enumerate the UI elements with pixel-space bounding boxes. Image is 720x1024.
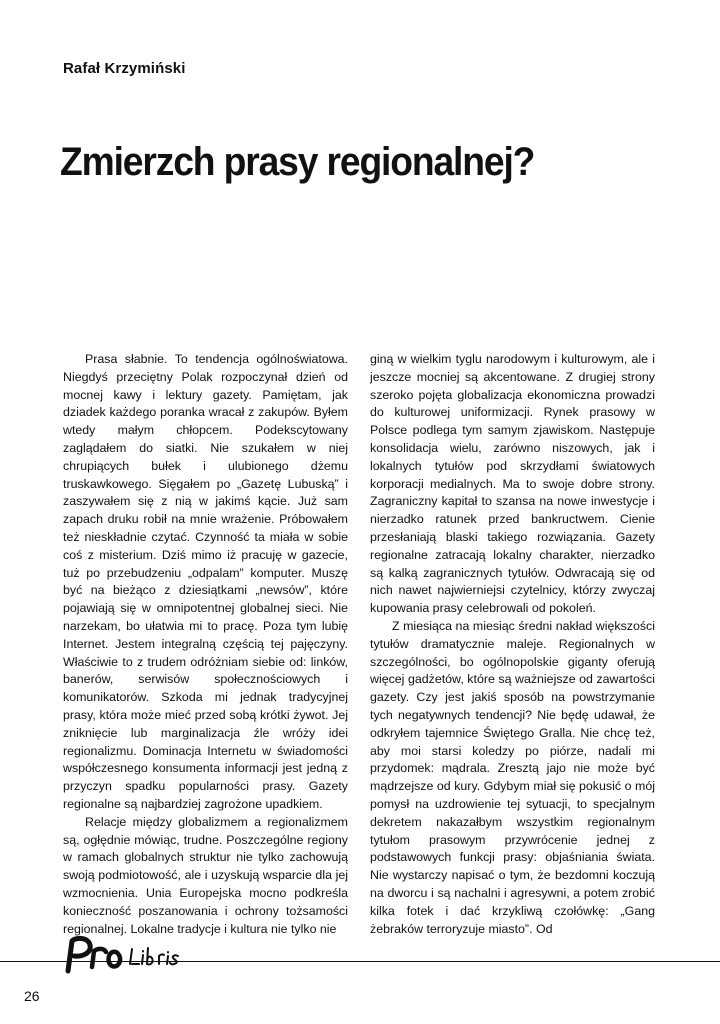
author-name: Rafał Krzymiński bbox=[63, 60, 186, 77]
paragraph: Prasa słabnie. To tendencja ogólnoświatowa. Niegdyś przeciętny Polak rozpoczynał dzień od mocnej kawy i lektury gazety. Pamiętam, jak dziadek każdego poranka wracał z zakupów. Byłem wtedy małym chłopcem. Podekscytowany zaglądałem do siatki. Nie szukałem w niej chrupiących bułek i ulubionego dżemu truskawkowego. Sięgałem po „Gazetę Lubuską” i zaszywałem się z nią w jakimś kącie. Już sam zapach druku robił na mnie wrażenie. Próbowałem też nieskładnie czytać. Czynność ta miała w sobie coś z misterium. Dziś mimo iż pracuję w gazecie, tuż po przebudzeniu „odpalam” komputer. Muszę być na bieżąco z dziesiątkami „newsów”, które pojawiają się w omnipotentnej globalnej sieci. Nie narzekam, bo ułatwia mi to pracę. Poza tym lubię Internet. Jestem integralną częścią tej pajęczyny. Właściwie to z trudem odróżniam siebie od: linków, banerów, serwisów społecznościowych i komunikatorów. Szkoda mi jednak tradycyjnej prasy, która może mieć przed sobą krótki żywot. Jej zniknięcie lub marginalizacja źle wróży idei regionalizmu. Dominacja Internetu w świadomości współczesnego konsumenta informacji jest jedną z przyczyn spadku popularności prasy. Gazety regionalne są najbardziej zagrożone upadkiem. bbox=[63, 352, 348, 811]
pro-libris-logo bbox=[62, 935, 192, 977]
paragraph: giną w wielkim tyglu narodowym i kulturowym, ale i jeszcze mocniej są akcentowane. Z drugiej strony szeroko pojęta globalizacja ekonomiczna prowadzi do kulturowej uniformizacji. Rynek prasowy w Polsce podlega tym samym zjawiskom. Następuje konsolidacja wielu, zarówno niszowych, jak i lokalnych tytułów pod skrzydłami światowych korporacji medialnych. Ma to swoje dobre strony. Zagraniczny kapitał to szansa na nowe inwestycje i nierzadko ratunek przed bankructwem. Cienie przesłaniają blaski takiego rozwiązania. Gazety regionalne zatracają lokalny charakter, nierzadko są kalką zagranicznych tytułów. Odwracają się od nich nawet najwierniejsi czytelnicy, którzy zwyczaj kupowania prasy celebrowali od pokoleń. bbox=[370, 352, 655, 616]
paragraph: Relacje między globalizmem a regionalizmem są, ogłędnie mówiąc, trudne. Poszczególne regiony w ramach globalnych struktur nie tylko zachowują swoją podmiotowość, ale i uzyskują wsparcie dla jej wzmocnienia. Unia Europejska mocno podkreśla konieczność poszanowania i ochrony tożsamości regionalnej. Lokalne tradycje i kultura nie tylko nie bbox=[63, 814, 348, 936]
article-title: Zmierzch prasy regionalnej? bbox=[60, 140, 535, 184]
footer-divider bbox=[0, 961, 720, 962]
article-column-left bbox=[63, 351, 348, 938]
page-number: 26 bbox=[24, 988, 40, 1004]
paragraph: Z miesiąca na miesiąc średni nakład większości tytułów dramatycznie maleje. Regionalnych w szczególności, bo ogólnopolskie giganty oferują więcej gadżetów, które są ważniejsze od zawartości gazety. Czy jest jakiś sposób na powstrzymanie tych negatywnych tendencji? Nie będę udawał, że odkryłem tajemnice Świętego Gralla. Nie chcę też, aby moi starsi koledzy po piórze, nadali mi przydomek: mądrala. Zresztą jajo nie może być mądrzejsze od kury. Gdybym miał się pokusić o mój pomysł na uzdrowienie tej sytuacji, to specjalnym dekretem nakazałbym wszystkim regionalnym tytułom prasowym przywrócenie jednej z podstawowych funkcji prasy: objaśniania świata. Nie wystarczy napisać o tym, że bezdomni koczują na dworcu i są nachalni i agresywni, a potem zrobić kilka fotek i dać krzykliwą czołówkę: „Gang żebraków terroryzuje miasto”. Od bbox=[370, 618, 655, 936]
article-column-right bbox=[370, 351, 655, 938]
